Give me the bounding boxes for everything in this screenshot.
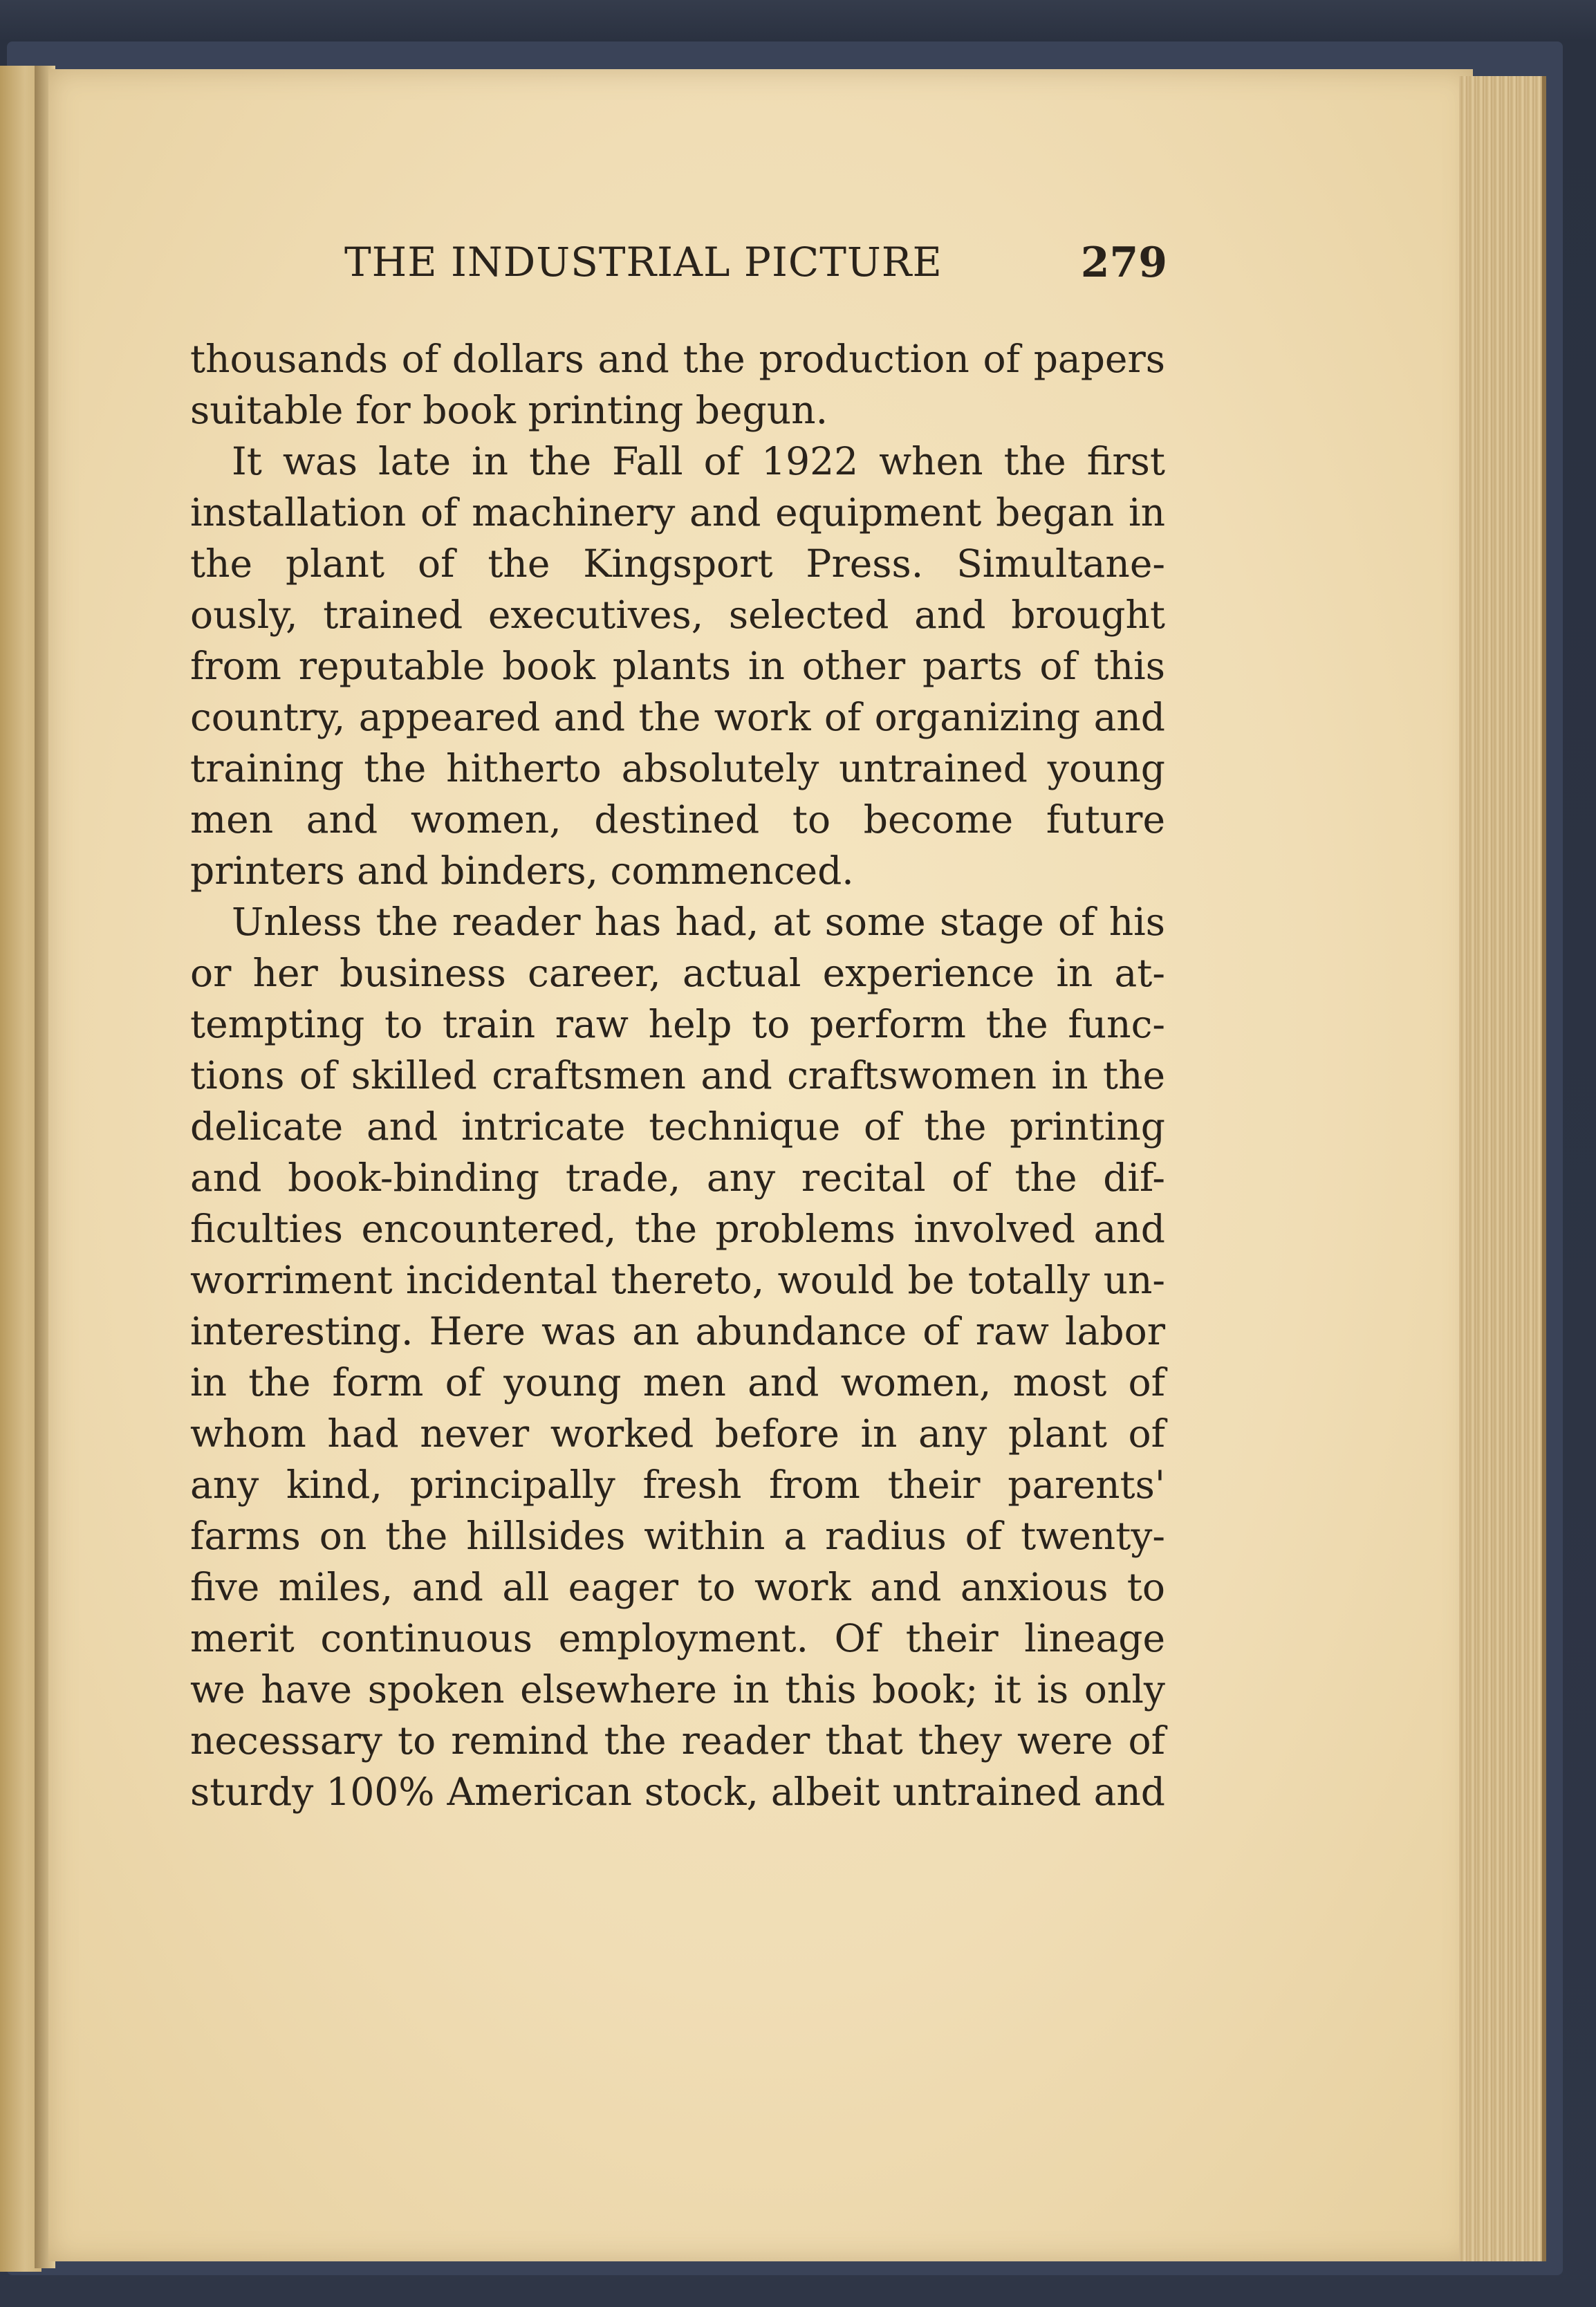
text-line: merit continuous employment. Of their lineage: [190, 1616, 1165, 1660]
text-line: from reputable book plants in other parts of this: [190, 644, 1165, 688]
text-line: or her business career, actual experience in at-: [190, 951, 1165, 995]
text-line: interesting. Here was an abundance of raw labor: [190, 1309, 1165, 1353]
text-line: worriment incidental thereto, would be totally un-: [190, 1258, 1165, 1302]
text-line: tions of skilled craftsmen and craftswomen in the: [190, 1053, 1165, 1097]
text-line: country, appeared and the work of organizing and: [190, 695, 1165, 739]
text-line: necessary to remind the reader that they were of: [190, 1718, 1165, 1763]
text-line: five miles, and all eager to work and anxious to: [190, 1565, 1165, 1609]
running-head: [344, 239, 1167, 294]
text-line: tempting to train raw help to perform the func-: [190, 1002, 1165, 1046]
text-line: ficulties encountered, the problems involved and: [190, 1207, 1165, 1251]
text-line: delicate and intricate technique of the printing: [190, 1104, 1165, 1149]
page-number: 279: [1080, 239, 1167, 287]
text-line: the plant of the Kingsport Press. Simultane-: [190, 541, 1165, 586]
text-line: and book-binding trade, any recital of the dif-: [190, 1156, 1165, 1200]
text-line: whom had never worked before in any plant of: [190, 1411, 1165, 1456]
text-line: training the hitherto absolutely untrained young: [190, 746, 1165, 790]
text-line: thousands of dollars and the production of papers: [190, 337, 1165, 381]
text-line: printers and binders, commenced.: [190, 849, 854, 893]
body-text: [190, 333, 1165, 1817]
text-line: we have spoken elsewhere in this book; it is only: [190, 1667, 1165, 1712]
text-line: in the form of young men and women, most of: [190, 1360, 1165, 1405]
running-title: THE INDUSTRIAL PICTURE: [344, 239, 943, 286]
text-line: suitable for book printing begun.: [190, 388, 828, 432]
text-line: Unless the reader has had, at some stage of his: [232, 900, 1165, 944]
text-line: farms on the hillsides within a radius of twenty-: [190, 1514, 1165, 1558]
text-line: ously, trained executives, selected and brought: [190, 593, 1165, 637]
text-line: sturdy 100% American stock, albeit untrained and: [190, 1770, 1165, 1814]
text-line: installation of machinery and equipment began in: [190, 490, 1165, 535]
text-line: men and women, destined to become future: [190, 797, 1165, 842]
text-line: any kind, principally fresh from their parents': [190, 1463, 1165, 1507]
text-line: It was late in the Fall of 1922 when the first: [232, 439, 1165, 483]
page-fore-edge: [1459, 76, 1546, 2261]
